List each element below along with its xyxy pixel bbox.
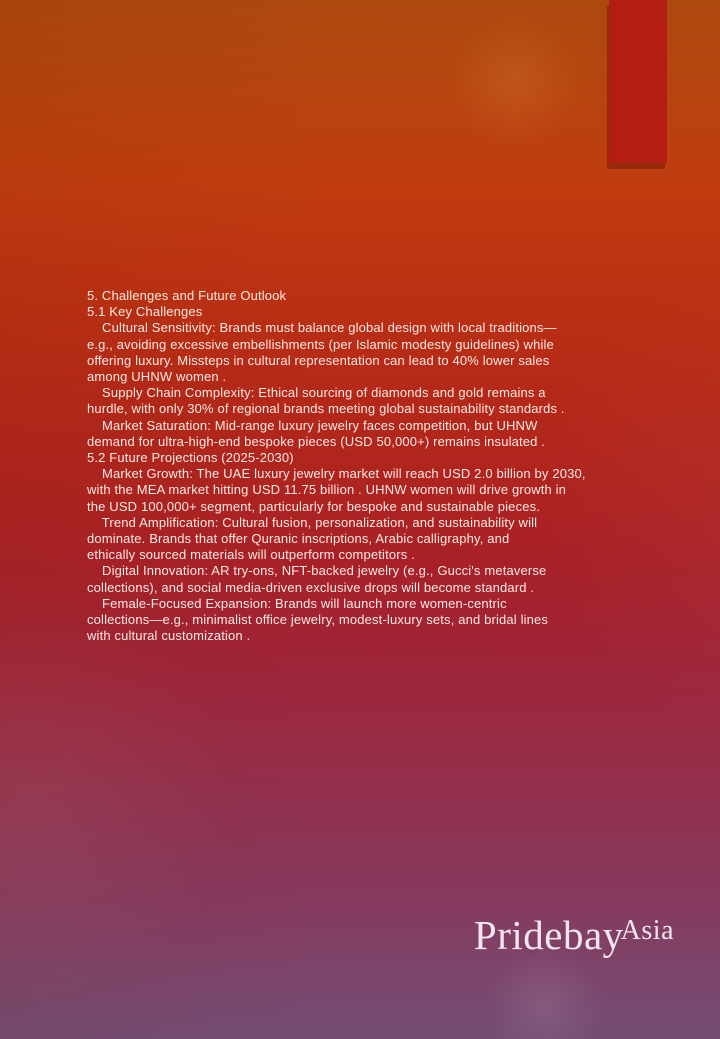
text-line: Market Growth: The UAE luxury jewelry market will reach USD 2.0 billion by 2030, (87, 466, 586, 482)
text-line: among UHNW women . (87, 369, 227, 385)
text-line: Female-Focused Expansion: Brands will launch more women-centric (87, 595, 507, 611)
text-line: collections), and social media-driven exclusive drops will become standard . (87, 579, 535, 595)
brand-logo-secondary: Asia (620, 915, 674, 946)
text-line: Supply Chain Complexity: Ethical sourcing of diamonds and gold remains a (87, 385, 546, 401)
text-line: ethically sourced materials will outperform competitors . (87, 547, 415, 563)
brand-logo (473, 912, 674, 958)
text-line: Digital Innovation: AR try-ons, NFT-backed jewelry (e.g., Gucci's metaverse (87, 563, 547, 579)
text-line: 5.1 Key Challenges (87, 304, 203, 320)
text-line: dominate. Brands that offer Quranic inscriptions, Arabic calligraphy, and (87, 531, 510, 547)
accent-bar (609, 0, 667, 163)
text-line: e.g., avoiding excessive embellishments (per Islamic modesty guidelines) while (87, 336, 554, 352)
text-line: hurdle, with only 30% of regional brands meeting global sustainability standards . (87, 401, 565, 417)
text-line: 5.2 Future Projections (2025-2030) (87, 450, 294, 466)
text-line: Market Saturation: Mid-range luxury jewelry faces competition, but UHNW (87, 417, 538, 433)
text-line: Cultural Sensitivity: Brands must balance global design with local traditions— (87, 320, 557, 336)
text-line: Trend Amplification: Cultural fusion, personalization, and sustainability will (87, 514, 538, 530)
text-line: the USD 100,000+ segment, particularly for bespoke and sustainable pieces. (87, 498, 541, 514)
text-line: demand for ultra-high-end bespoke pieces (USD 50,000+) remains insulated . (87, 433, 546, 449)
body-text (87, 288, 657, 644)
brand-logo-primary: Pridebay (473, 912, 624, 958)
text-line: collections—e.g., minimalist office jewelry, modest-luxury sets, and bridal lines (87, 612, 549, 628)
text-line: offering luxury. Missteps in cultural representation can lead to 40% lower sales (87, 352, 550, 368)
text-line: 5. Challenges and Future Outlook (87, 288, 287, 303)
text-line: with cultural customization . (87, 628, 251, 644)
text-line: with the MEA market hitting USD 11.75 billion . UHNW women will drive growth in (87, 482, 567, 498)
